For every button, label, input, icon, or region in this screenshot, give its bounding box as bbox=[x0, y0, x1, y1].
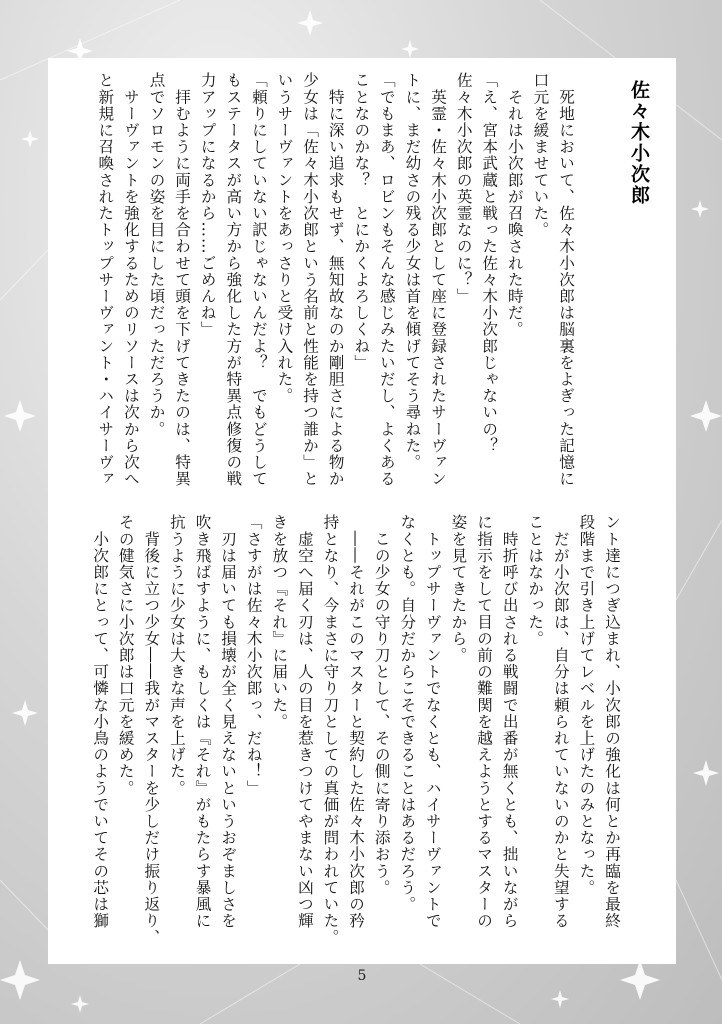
text-line: 「え、宮本武蔵と戦った佐々木小次郎じゃないの？ bbox=[480, 72, 499, 454]
chapter-title: 佐々木小次郎 bbox=[628, 80, 650, 206]
sparkle-icon bbox=[691, 200, 709, 218]
lower-text-block bbox=[87, 514, 624, 946]
text-line: 姿を見てきたから。 bbox=[449, 514, 468, 664]
text-line: 死地において、佐々木小次郎は脳裏をよぎった記憶に bbox=[557, 72, 575, 487]
text-line: その健気さに小次郎は口元を緩めた。 bbox=[116, 514, 135, 797]
text-line: 吹き飛ばすように、もしくは『それ』がもたらす暴風に bbox=[193, 514, 212, 929]
text-line: に指示をして目の前の難関を越えようとするマスターの bbox=[475, 514, 494, 929]
text-line: それは小次郎が召喚された時だ。 bbox=[505, 72, 524, 338]
text-line: だが小次郎は、自分は頼られていないのかと失望する bbox=[551, 514, 570, 929]
text-line: ことはなかった。 bbox=[526, 514, 545, 647]
sparkle-icon bbox=[0, 960, 40, 1000]
sparkle-icon bbox=[693, 760, 719, 786]
text-line: 拝むように両手を合わせて頭を下げてきたのは、特異 bbox=[173, 72, 192, 487]
text-line: サーヴァントを強化するためのリソースは次から次へ bbox=[121, 72, 140, 487]
text-line: 時折呼び出される戦闘で出番が無くとも、拙いながら bbox=[500, 514, 519, 929]
text-line: 刃は届いても損壊が全く見えないというおぞましさを bbox=[219, 514, 238, 929]
sparkle-icon bbox=[690, 400, 722, 432]
text-line: もステータスが高い方から強化した方が特異点修復の戦 bbox=[224, 72, 243, 487]
text-line: 段階まで引き上げてレベルを上げたのみとなった。 bbox=[577, 514, 596, 896]
text-line: 背後に立つ少女――我がマスターを少しだけ振り返り、 bbox=[142, 514, 161, 946]
text-line: 「頼りにしていない訳じゃないんだよ？ でもどうして bbox=[249, 72, 268, 487]
text-line: 力アップになるから……ごめんね」 bbox=[198, 72, 217, 338]
text-line: ――それがこのマスターと契約した佐々木小次郎の矜 bbox=[347, 514, 366, 929]
sparkle-icon bbox=[297, 10, 323, 36]
sparkle-icon bbox=[71, 995, 89, 1013]
sparkle-icon bbox=[401, 40, 419, 58]
text-line: 点でソロモンの姿を目にした頃だっただろうか。 bbox=[147, 72, 166, 438]
text-line: この少女の守り刀として、その側に寄り添おう。 bbox=[372, 514, 391, 896]
text-line: きを放つ『それ』に届いた。 bbox=[270, 514, 289, 730]
text-line: ことなのかな？ とにかくよろしくね」 bbox=[352, 72, 371, 371]
text-line: 口元を緩ませていた。 bbox=[531, 72, 550, 238]
text-line: 英霊・佐々木小次郎として座に登録されたサーヴァン bbox=[429, 72, 448, 487]
text-line: 虚空へ届く刃は、人の目を惹きつけてやまない凶つ輝 bbox=[295, 514, 314, 929]
sparkle-icon bbox=[4, 400, 36, 432]
sparkle-icon bbox=[21, 130, 39, 148]
text-line: なくとも。自分だからこそできることはあるだろう。 bbox=[398, 514, 417, 913]
text-line: 抗うように少女は大きな声を上げた。 bbox=[167, 514, 186, 797]
text-line: 「でもまあ、ロビンもそんな感じみたいだし、よくある bbox=[377, 72, 396, 487]
sparkle-icon bbox=[12, 700, 38, 726]
text-line: いうサーヴァントをあっさりと受け入れた。 bbox=[275, 72, 294, 404]
sparkle-icon bbox=[551, 990, 569, 1008]
text-line: 持となり、今まさに守り刀としての真価が問われていた。 bbox=[321, 514, 340, 946]
text-line: ント達につぎ込まれ、小次郎の強化は何とか再臨を最終 bbox=[603, 514, 621, 929]
book-page bbox=[48, 58, 676, 984]
text-line: トに、まだ幼さの残る少女は首を傾げてそう尋ねた。 bbox=[403, 72, 422, 471]
text-line: 佐々木小次郎の英霊なのに？」 bbox=[454, 72, 473, 305]
text-line: トップサーヴァントでなくとも、ハイサーヴァントで bbox=[423, 514, 442, 929]
page-number: 5 bbox=[357, 968, 367, 984]
text-line: と新規に召喚されたトップサーヴァント・ハイサーヴァ bbox=[96, 72, 115, 487]
text-line: 小次郎にとって、可憐な小鳥のようでいてその芯は獅 bbox=[91, 514, 110, 929]
text-line: 「さすがは佐々木小次郎っ、だね！」 bbox=[244, 514, 263, 797]
text-line: 特に深い追求もせず、無知故なのか剛胆さによる物か bbox=[326, 72, 345, 487]
upper-text-block bbox=[92, 72, 578, 498]
text-line: 少女は「佐々木小次郎という名前と性能を持つ誰か」と bbox=[301, 72, 320, 487]
